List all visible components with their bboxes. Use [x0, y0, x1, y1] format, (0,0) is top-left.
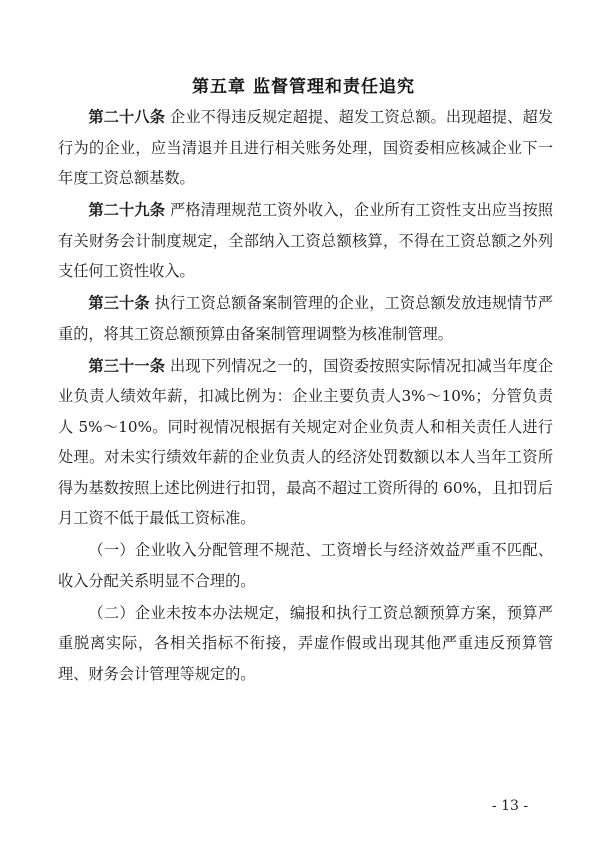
- list-item-1: （一）企业收入分配管理不规范、工资增长与经济效益严重不匹配、收入分配关系明显不合理的。: [58, 541, 553, 590]
- article-number: 第二十九条: [88, 201, 166, 219]
- article-number: 第三十条: [88, 294, 150, 312]
- article-text: 出现下列情况之一的，国资委按照实际情况扣减当年度企业负责人绩效年薪，扣减比例为：企业主要负责人3%～10%；分管负责人 5%～10%。同时视情况根据有关规定对企业负责人和相关责任人进行处理。对未实行绩效年薪的企业负责人的经济处罚数额以本人当年工资所得为基数按照上述比例进行扣罚，最高不超过工资所得的 60%，且扣罚后月工资不低于最低工资标准。: [58, 356, 554, 527]
- article-text: 严格清理规范工资外收入，企业所有工资性支出应当按照有关财务会计制度规定，全部纳入工资总额核算，不得在工资总额之外列支任何工资性收入。: [58, 201, 554, 280]
- article-29: [58, 195, 553, 287]
- chapter-title: 第五章 监督管理和责任追究: [192, 77, 415, 97]
- list-item-2: （二）企业未按本办法规定，编报和执行工资总额预算方案，预算严重脱离实际，各相关指标不衔接，弄虚作假或出现其他严重违反预算管理、财务会计管理等规定的。: [58, 603, 553, 683]
- article-28: [58, 102, 553, 194]
- document-body: [58, 102, 553, 691]
- article-30: [58, 288, 553, 349]
- article-number: 第三十一条: [88, 356, 166, 375]
- article-text: 执行工资总额备案制管理的企业，工资总额发放违规情节严重的，将其工资总额预算由备案制管理调整为核准制管理。: [58, 294, 554, 343]
- article-number: 第二十八条: [88, 108, 166, 126]
- article-text: 企业不得违反规定超提、超发工资总额。出现超提、超发行为的企业，应当清退并且进行相关账务处理，国资委相应核减企业下一年度工资总额基数。: [58, 108, 554, 187]
- page-number: - 13 -: [491, 798, 529, 814]
- article-31: [58, 351, 553, 534]
